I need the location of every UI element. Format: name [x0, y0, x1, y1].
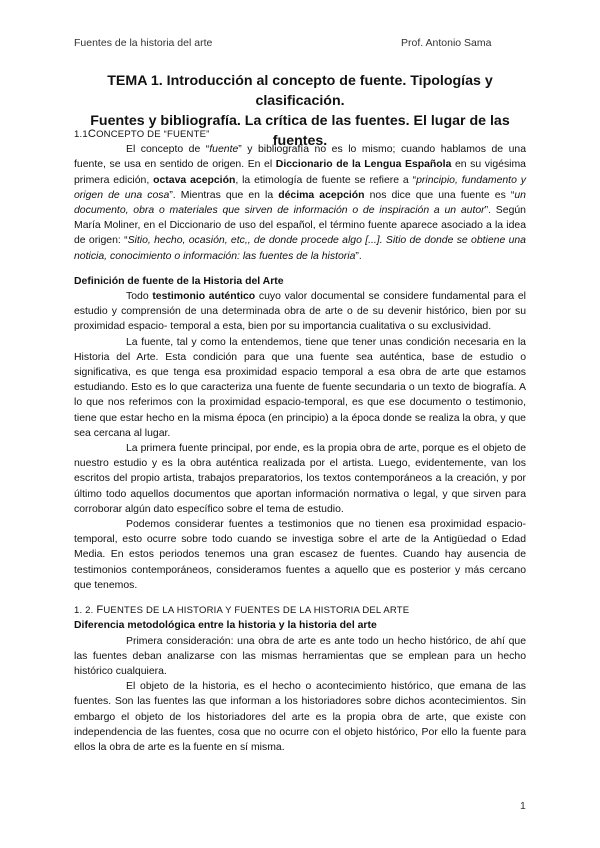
document-body	[74, 127, 526, 755]
running-header-left: Fuentes de la historia del arte	[74, 37, 213, 49]
paragraph-condicion: La fuente, tal y como la entendemos, tiene que tener unas condición necesaria en la Historia del Arte. Esta condición para que una fuente sea auténtica, base de estudio o significativa, es que tenga esa proximidad espacio temporal a esa obra de arte que estamos estudiando. Esto es lo que caracteriza una fuente de fuente secundaria o un texto de biografía. A lo que nos referimos con la proximidad espacio-temporal, es que ese documento o testimonio, tiene que estar hecho en la misma época (en principio) a la época donde se realiza la obra, y que sea cercana al lugar.	[74, 336, 526, 439]
section-initial: F	[96, 604, 104, 617]
text-run: El concepto de “	[126, 144, 210, 156]
bold-run: Diccionario de la Lengua Española	[275, 159, 452, 171]
section-number: 1.1	[74, 129, 88, 140]
title-line-1: TEMA 1. Introducción al concepto de fuente. Tipologías y clasificación.	[107, 73, 493, 109]
section-heading-1-1	[74, 127, 526, 142]
paragraph-concepto	[74, 142, 526, 264]
section-title-text: UENTES DE LA HISTORIA Y FUENTES DE LA HISTORIA DEL ARTE	[103, 605, 410, 617]
italic-run: fuente	[209, 144, 239, 156]
paragraph-fuente-principal: La primera fuente principal, por ende, es la propia obra de arte, porque es el objeto de nuestro estudio y es la obra auténtica realizada por el artista. Luego, evidentemente, van los escritos del propio artista, trabajos preparatorios, los textos contemporáneos a la creación, y por último todo aquellos documentos que aportan información normativa o legal, y que sirven para corroborar algún dato específico sobre el tema de estudio.	[74, 443, 526, 515]
section-number: 1. 2.	[74, 605, 97, 617]
italic-run: principio, fundamento y origen de una cosa	[74, 174, 526, 201]
subheading-definicion: Definición de fuente de la Historia del Arte	[74, 275, 284, 287]
text-run: ” y bibliografía no es lo mismo; cuando hablamos de una fuente, se usa en sentido de origen. En el	[74, 144, 526, 171]
text-run: en su vigésima primera edición,	[74, 159, 526, 186]
paragraph-definicion	[74, 289, 526, 335]
bold-run: testimonio auténtico	[152, 291, 256, 303]
text-run: Todo	[126, 291, 153, 303]
subheading-diferencia: Diferencia metodológica entre la historia y la historia del arte	[74, 620, 377, 632]
running-header-right: Prof. Antonio Sama	[401, 37, 492, 49]
paragraph-objeto-historia: El objeto de la historia, es el hecho o acontecimiento histórico, que emana de las fuentes. Son las fuentes las que informan a los historiadores sobre dichos acontecimientos. Sin embargo el objeto de los historiadores del arte es la propia obra de arte, que existe con independencia de las fuentes, cosa que no ocurre con el objeto histórico, Por ello la fuente para ellos la obra de arte es la fuente en sí misma.	[74, 681, 526, 753]
section-heading-1-2	[74, 603, 526, 618]
text-run: , la etimología de fuente se refiere a “	[235, 174, 417, 186]
section-title-text: ONCEPTO DE	[96, 129, 164, 140]
paragraph-antiguedad: Podemos considerar fuentes a testimonios que no tienen esa proximidad espacio-temporal, esto ocurre sobre todo cuando se investiga sobre el arte de la Antigüedad o Edad Media. En estos periodos tenemos una gran escasez de fuentes. Cuando hay ausencia de testimonios contemporáneos, consideramos fuentes a aquello que es posterior y más cercano que tenemos.	[74, 519, 526, 591]
bold-run: décima acepción	[278, 189, 365, 201]
title-line-2: Fuentes y bibliografía. La crítica de las fuentes. El lugar de las fuentes.	[90, 113, 510, 149]
text-run: ”. Según María Moliner, en el Diccionario de uso del español, el término fuente aparece asociado a la idea de origen: “	[74, 205, 526, 247]
italic-run: Sitio, hecho, ocasión, etc,, de donde procede algo [...]. Sitio de donde se obtiene una noticia, conocimiento o información: las fuentes de la historia	[74, 235, 526, 262]
text-run: ”.	[355, 250, 362, 262]
page-number: 1	[520, 800, 526, 812]
italic-run: un documento, obra o materiales que sirven de información o de inspiración a un autor	[74, 189, 526, 217]
section-initial: C	[87, 128, 97, 140]
text-run: ”. Mientras que en la	[169, 189, 279, 201]
text-run: nos dice que una fuente es “	[364, 189, 515, 201]
text-run: cuyo valor documental se considere fundamental para el estudio y comprensión de una determinada obra de arte o de su devenir histórico, bien por su proximidad espacio- temporal a esta, bien por su importancia cualitativa o su exclusividad.	[74, 291, 526, 333]
section-title-quoted: “FUENTE”	[163, 129, 210, 140]
bold-run: octava acepción	[153, 174, 236, 186]
paragraph-primera-consideracion: Primera consideración: una obra de arte es ante todo un hecho histórico, de ahí que las fuentes deban analizarse con las mismas herramientas que se emplean para un hecho histórico cualquiera.	[74, 635, 526, 677]
